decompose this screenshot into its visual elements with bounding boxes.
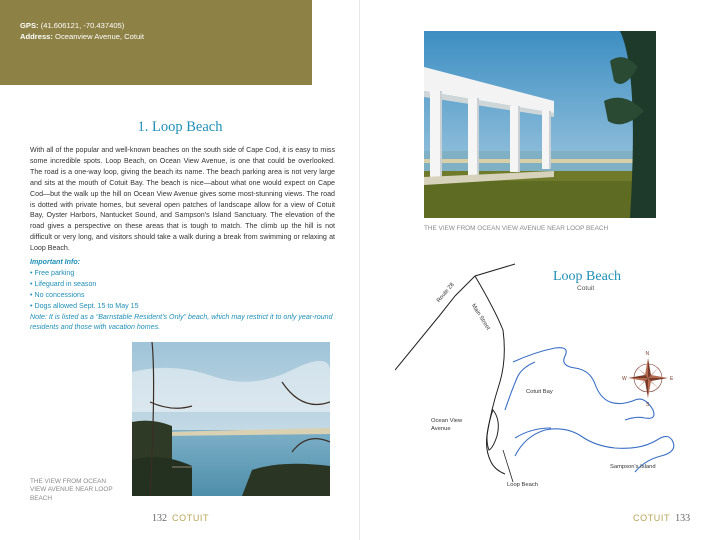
map-subtitle: Cotuit: [577, 285, 595, 292]
ocean-view-label-2: Avenue: [431, 426, 451, 432]
right-folio: [633, 513, 690, 524]
left-folio: [152, 513, 209, 524]
info-note: Note: It is listed as a “Barnstable Resident’s Only” beach, which may restrict it to only year-round residents and those with vacation homes.: [30, 312, 333, 332]
address-label: Address:: [20, 32, 53, 41]
cotuit-bay-label: Cotuit Bay: [526, 389, 553, 395]
info-item: • Free parking: [30, 268, 75, 277]
compass-rose-icon: [628, 358, 668, 398]
gps-label: GPS:: [20, 21, 39, 30]
info-item: • Dogs allowed Sept. 15 to May 15: [30, 301, 139, 310]
body-paragraph: With all of the popular and well-known beaches on the south side of Cape Cod, it is easy to miss some incredible spots. Loop Beach, on Ocean View Avenue, is one that could be overlooked. The road is a one-way loop, giving the beach its name. The beach parking area is not very large and sits at the mouth of Cotuit Bay. The beach is nice—about what one would expect on Cape Cod—but the walk up the hill on Ocean View Avenue gives some most-stunning views. The road is dotted with private homes, but several open patches of landscape allow for a view of Cotuit Bay, Oyster Harbors, Nantucket Sound, and Sampson's Island Sanctuary. The elevation of the road gives a perspective on these areas that is tough to match. The climb up the hill is not difficult or very long, and visitors should take a walk during a break from swimming or relaxing at Loop Beach.: [30, 146, 335, 253]
address-value: Oceanview Avenue, Cotuit: [55, 32, 144, 41]
section-title: 1. Loop Beach: [137, 119, 223, 135]
gps-line: [20, 21, 124, 30]
loop-beach-pointer: [503, 450, 513, 482]
address-line: [20, 32, 144, 41]
gps-info-box: [0, 0, 312, 85]
main-street-road: [475, 276, 505, 474]
left-page-number: 132: [152, 513, 167, 524]
map-title: Loop Beach: [553, 269, 622, 284]
ocean-view-label-1: Ocean View: [431, 418, 463, 424]
right-page-number: 133: [675, 513, 691, 524]
info-item: • No concessions: [30, 290, 85, 299]
main-street-label: Main Street: [469, 303, 491, 332]
right-photo-caption: THE VIEW FROM OCEAN VIEW AVENUE NEAR LOOP BEACH: [424, 225, 609, 232]
left-page-name: COTUIT: [172, 513, 210, 523]
cotuit-bay-shoreline: [513, 348, 654, 420]
sampsons-island-label: Sampson's Island: [610, 464, 656, 470]
right-page-name: COTUIT: [633, 513, 671, 523]
compass-s: S: [646, 402, 650, 408]
ocean-view-avenue-loop: [487, 410, 498, 450]
bay-photo: [132, 342, 330, 496]
pavilion-photo: [424, 31, 656, 218]
route-28-label: Route 28: [436, 281, 456, 304]
compass-n: N: [645, 351, 650, 357]
compass-w: W: [622, 376, 627, 382]
loop-beach-label: Loop Beach: [507, 482, 538, 488]
gps-value: (41.606121, -70.437405): [40, 21, 125, 30]
cotuit-west-shore: [505, 362, 535, 410]
info-item: • Lifeguard in season: [30, 279, 97, 288]
compass-e: E: [670, 376, 674, 382]
important-info-title: Important Info:: [30, 258, 81, 266]
left-photo-caption: THE VIEW FROM OCEAN VIEW AVENUE NEAR LOOP BEACH: [30, 478, 113, 502]
important-info-block: [30, 257, 340, 333]
